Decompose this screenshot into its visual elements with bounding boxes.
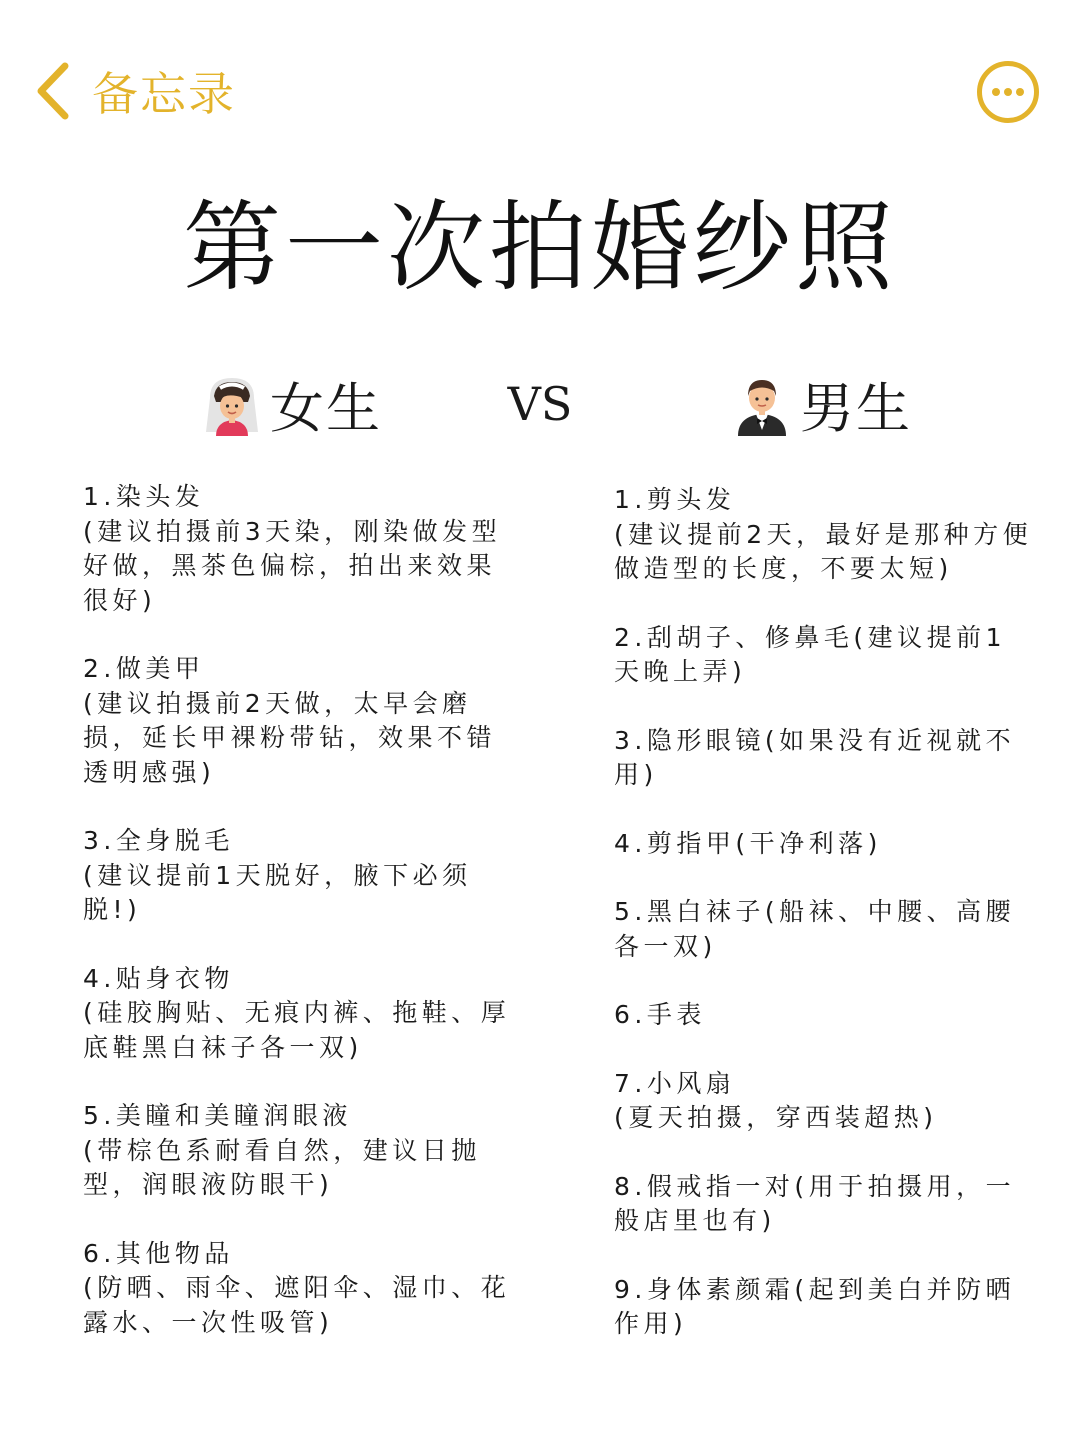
navigation-bar [0,0,1080,150]
item-title: 6.手表 [614,1000,706,1029]
item-title: 7.小风扇 [614,1068,736,1098]
item-note: (建议提前2天，最好是那种方便做造型的长度，不要太短) [614,519,1033,583]
male-header-label: 男生 [800,376,912,440]
item-title: 4.贴身衣物 [83,963,234,993]
item-note: (带棕色系耐看自然，建议日抛型，润眼液防眼干) [83,1135,481,1199]
item-title: 5.美瞳和美瞳润眼液 [83,1101,352,1130]
item-title: 2.做美甲 [83,654,205,683]
list-item [83,652,523,790]
more-horizontal-circle-icon [976,60,1040,124]
male-checklist [614,483,1034,1376]
item-title: 1.剪头发 [614,485,736,514]
groom-in-tuxedo-icon [730,372,794,436]
item-title: 3.隐形眼镜(如果没有近视就不用) [614,725,1016,789]
list-item [614,483,1034,587]
item-title: 8.假戒指一对(用于拍摄用，一般店里也有) [614,1171,1016,1235]
item-title: 3.全身脱毛 [83,826,234,855]
item-title: 2.刮胡子、修鼻毛(建议提前1天晚上弄) [614,622,1007,686]
item-title: 5.黑白袜子(船袜、中腰、高腰各一双) [614,897,1016,961]
back-label: 备忘录 [92,67,236,121]
female-column-header [200,366,382,442]
item-note: (夏天拍摄，穿西装超热) [614,1103,938,1132]
list-item [614,895,1034,964]
more-button[interactable] [976,60,1040,124]
item-title: 1.染头发 [83,482,205,511]
item-note: (建议拍摄前3天染，刚染做发型好做，黑茶色偏棕，拍出来效果很好) [83,516,502,615]
list-item [83,962,523,1066]
list-item [614,621,1034,690]
list-item [614,1273,1034,1342]
item-title: 4.剪指甲(干净利落) [614,828,882,858]
list-item [614,724,1034,793]
list-item [83,1237,523,1341]
item-title: 9.身体素颜霜(起到美白并防晒作用) [614,1274,1016,1338]
list-item [83,824,523,928]
item-note: (硅胶胸贴、无痕内裤、拖鞋、厚底鞋黑白袜子各一双) [83,998,511,1062]
item-note: (防晒、雨伞、遮阳伞、湿巾、花露水、一次性吸管) [83,1273,511,1337]
list-item [614,998,1034,1033]
male-column-header [730,366,912,442]
female-checklist [83,480,523,1374]
list-item [614,1067,1034,1136]
item-note: (建议提前1天脱好，腋下必须脱!) [83,860,472,924]
bride-with-veil-icon [200,372,264,436]
list-item [83,480,523,618]
back-button[interactable] [34,58,236,124]
item-title: 6.其他物品 [83,1238,234,1268]
list-item [614,1170,1034,1239]
list-item [614,827,1034,862]
chevron-left-icon [34,61,70,121]
vs-label: VS [507,377,573,431]
female-header-label: 女生 [270,376,382,440]
item-note: (建议拍摄前2天做，太早会磨损，延长甲裸粉带钻，效果不错透明感强) [83,688,497,787]
page-title: 第一次拍婚纱照 [182,191,897,305]
list-item [83,1099,523,1203]
